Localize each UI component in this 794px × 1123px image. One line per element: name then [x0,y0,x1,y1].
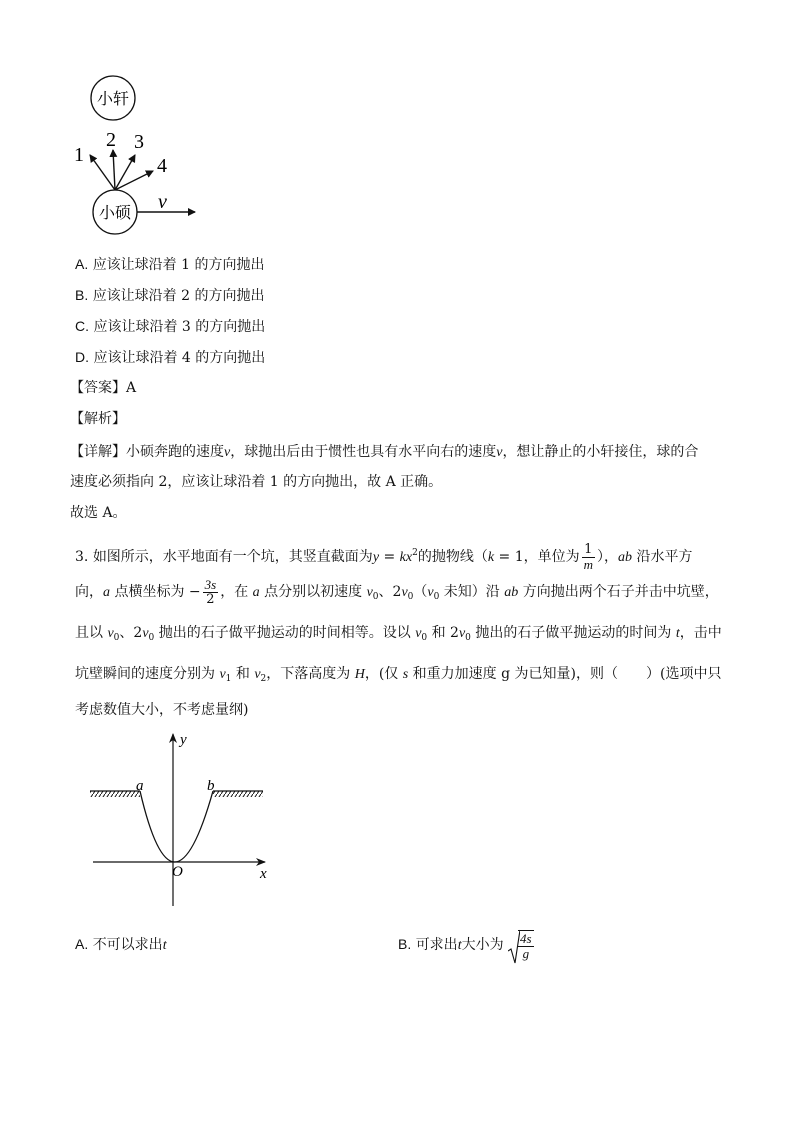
q3-option-a: A. 不可以求出t [75,936,167,953]
arrow-label-1: 1 [74,144,84,166]
option-c: C. 应该让球沿着 3 的方向抛出 [75,318,266,335]
parabola-pit-diagram [85,728,285,910]
detail-line-1: 【详解】小硕奔跑的速度v，球抛出后由于惯性也具有水平向右的速度v，想让静止的小轩接住，球的合 [70,444,699,460]
unit-fraction: $\frac{1}{m}$ [583,541,593,572]
arrow-label-3: 3 [134,131,144,153]
xiaoshuo-label: 小硕 [98,205,132,222]
analysis-tag: 【解析】 [70,411,126,427]
arrow-1 [90,155,115,190]
arrow-label-2: 2 [106,129,116,151]
ground-right-hatch [213,791,263,797]
q3-line-2: 向，a 点横坐标为 − $\frac{3s}{2}$ ，在 a 点分别以初速度 $v_0$、$2v_0(v_0$ 未知）沿 ab 方向抛出两个石子并击中坑壁， [75,576,719,607]
detail-line-2: 速度必须指向 2，应该让球沿着 1 的方向抛出，故 A 正确。 [70,474,443,490]
point-a-label: a [136,778,144,794]
velocity-label: v [158,191,167,213]
origin-label: O [172,864,183,880]
ground-left-hatch [90,791,140,797]
sqrt-expression [508,929,534,961]
q3-line-3: 且以 $v_0$、$2v_0$ 抛出的石子做平抛运动的时间相等。设以 $v_0$ 和 $2v_0$ 抛出的石子做平抛运动的时间为 t，击中 [75,625,722,643]
direction-diagram [60,70,220,245]
q3-line-5: 考虑数值大小，不考虑量纲) [75,702,249,718]
parabola-curve [140,791,213,862]
arrow-2 [113,150,115,190]
option-a: A. 应该让球沿着 1 的方向抛出 [75,256,265,273]
q3-line-4: 坑壁瞬间的速度分别为 $v_1$ 和 $v_2$，下落高度为 H，(仅 s 和重力加速度 g 为已知量)，则（ ）(选项中只 [75,666,722,684]
x-axis-label: x [260,866,267,882]
detail-conclusion: 故选 A。 [70,505,127,521]
arrow-label-4: 4 [157,155,167,177]
q3-line-1: 3. 如图所示，水平地面有一个坑，其竖直截面为$y = kx^2$的抛物线（k = 1，单位为 $\frac{1}{m}$ ），ab 沿水平方 [75,541,693,572]
sqrt-fraction: $\frac{4s}{g}$ [520,930,532,961]
option-b: B. 应该让球沿着 2 的方向抛出 [75,287,265,304]
q3-option-b: B. 可求出t大小为 $\frac{4s}{g}$ [398,928,534,962]
y-axis-label: y [180,732,187,748]
option-d: D. 应该让球沿着 4 的方向抛出 [75,349,266,366]
xiaoxuan-label: 小轩 [96,91,130,108]
point-b-label: b [207,778,215,794]
radical-sign [508,929,520,965]
answer-line: 【答案】A [70,380,137,396]
coord-fraction: $\frac{3s}{2}$ [204,576,217,607]
